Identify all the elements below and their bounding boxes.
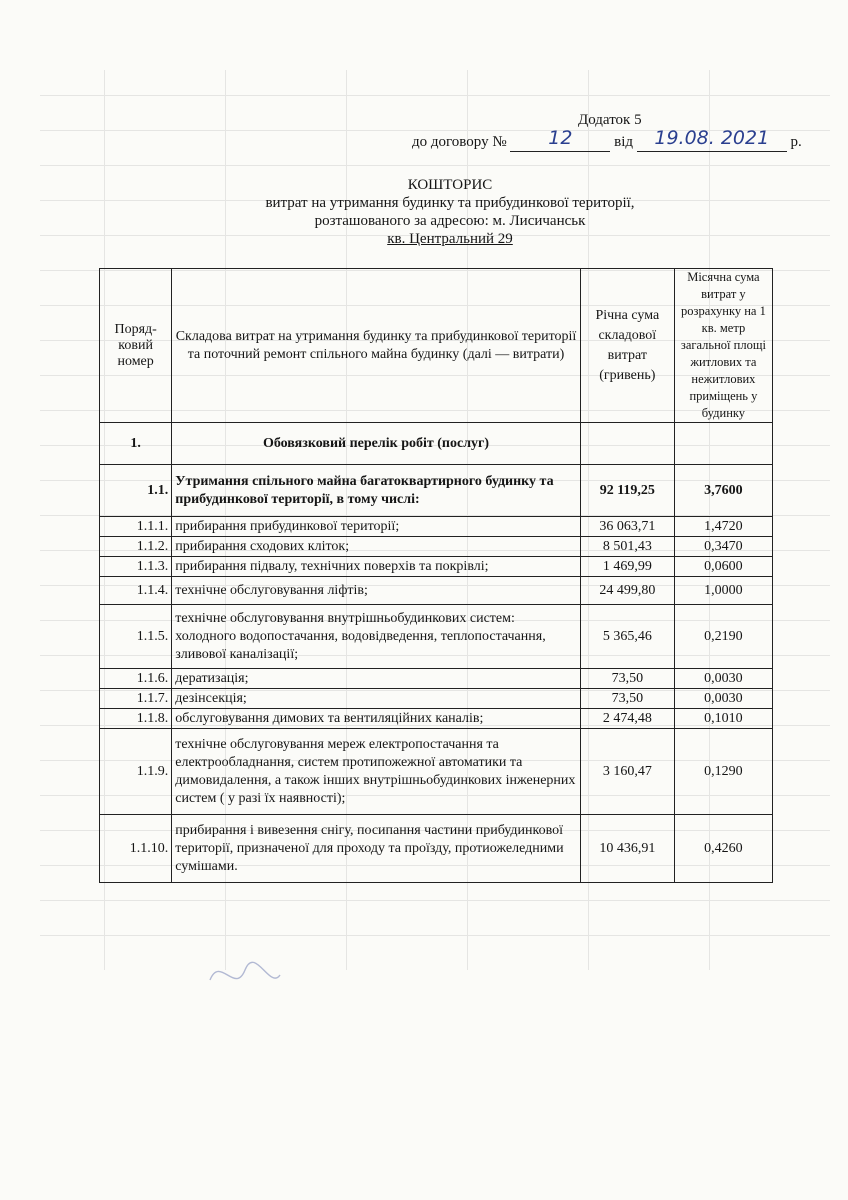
row-number: 1.1.2. [100,537,172,557]
row-monthly-sum: 0,0600 [674,557,772,577]
row-monthly-sum: 3,7600 [674,465,772,517]
row-monthly-sum: 0,4260 [674,815,772,883]
row-number: 1.1. [100,465,172,517]
table-row [100,577,773,605]
document-heading: КОШТОРИС [407,177,493,193]
row-annual-sum: 10 436,91 [580,815,674,883]
row-annual-sum: 73,50 [580,689,674,709]
title-line-2: розташованого за адресою: м. Лисичанськ [314,213,586,229]
section-row [100,423,773,465]
row-number: 1.1.5. [100,605,172,669]
table-row [100,517,773,537]
table-row [100,465,773,517]
row-annual-sum: 73,50 [580,669,674,689]
table-row [100,689,773,709]
row-number: 1.1.10. [100,815,172,883]
row-annual-sum: 1 469,99 [580,557,674,577]
table-row [100,729,773,815]
header-annual-sum: Річна сума складової витрат (гривень) [580,269,674,423]
row-name: дератизація; [172,669,581,689]
contract-number-field [510,127,610,152]
section-name: Обовязковий перелік робіт (послуг) [172,423,581,465]
section-annual [580,423,674,465]
contract-reference-line [412,127,802,152]
row-number: 1.1.3. [100,557,172,577]
cost-estimate-table [99,268,773,883]
address-line: кв. Центральний 29 [387,231,513,247]
table-row [100,669,773,689]
row-annual-sum: 2 474,48 [580,709,674,729]
row-annual-sum: 3 160,47 [580,729,674,815]
row-name: технічне обслуговування ліфтів; [172,577,581,605]
table-row [100,557,773,577]
row-name: технічне обслуговування внутрішньобудинкових систем: холодного водопостачання, водовідведення, теплопостачання, зливової каналізації; [172,605,581,669]
contract-number-handwritten: 12 [548,127,573,149]
row-number: 1.1.7. [100,689,172,709]
row-monthly-sum: 0,1010 [674,709,772,729]
section-number: 1. [100,423,172,465]
row-name: Утримання спільного майна багатоквартирного будинку та прибудинкової території, в тому числі: [172,465,581,517]
signature-scribble [180,950,740,1000]
row-number: 1.1.9. [100,729,172,815]
row-name: обслуговування димових та вентиляційних каналів; [172,709,581,729]
row-monthly-sum: 1,4720 [674,517,772,537]
row-name: дезінсекція; [172,689,581,709]
row-monthly-sum: 0,1290 [674,729,772,815]
row-number: 1.1.1. [100,517,172,537]
row-number: 1.1.4. [100,577,172,605]
row-monthly-sum: 0,0030 [674,669,772,689]
row-number: 1.1.6. [100,669,172,689]
addendum-label: Додаток 5 [578,112,642,128]
row-annual-sum: 5 365,46 [580,605,674,669]
row-name: прибирання сходових кліток; [172,537,581,557]
header-component: Складова витрат на утримання будинку та прибудинкової території та поточний ремонт спільного майна будинку (далі — витрати) [172,269,581,423]
row-annual-sum: 8 501,43 [580,537,674,557]
table-row [100,537,773,557]
row-annual-sum: 24 499,80 [580,577,674,605]
header-number: Поряд-ковий номер [100,269,172,423]
table-body [100,423,773,883]
row-number: 1.1.8. [100,709,172,729]
contract-date-field [637,127,787,152]
title-line-1: витрат на утримання будинку та прибудинкової території, [265,195,635,211]
table-row [100,709,773,729]
table-row [100,815,773,883]
contract-prefix: до договору № [412,134,507,150]
document-title-block [200,176,700,248]
year-suffix: р. [790,134,802,150]
row-monthly-sum: 0,2190 [674,605,772,669]
row-annual-sum: 36 063,71 [580,517,674,537]
date-prefix: від [614,134,634,150]
table-row [100,605,773,669]
header-monthly-sum: Місячна сума витрат у розрахунку на 1 кв. метр загальної площі житлових та нежитлових приміщень у будинку [674,269,772,423]
row-name: технічне обслуговування мереж електропостачання та електрообладнання, систем протипожежної автоматики та димовидалення, а також інших внутрішньобудинкових інженерних систем ( у разі їх наявності); [172,729,581,815]
table-header-row [100,269,773,423]
row-name: прибирання підвалу, технічних поверхів та покрівлі; [172,557,581,577]
row-name: прибирання і вивезення снігу, посипання частини прибудинкової території, призначеної для проходу та проїзду, протиожеледними сумішами. [172,815,581,883]
row-monthly-sum: 0,0030 [674,689,772,709]
row-monthly-sum: 1,0000 [674,577,772,605]
contract-date-handwritten: 19.08. 2021 [654,127,770,149]
section-monthly [674,423,772,465]
row-monthly-sum: 0,3470 [674,537,772,557]
row-name: прибирання прибудинкової території; [172,517,581,537]
row-annual-sum: 92 119,25 [580,465,674,517]
